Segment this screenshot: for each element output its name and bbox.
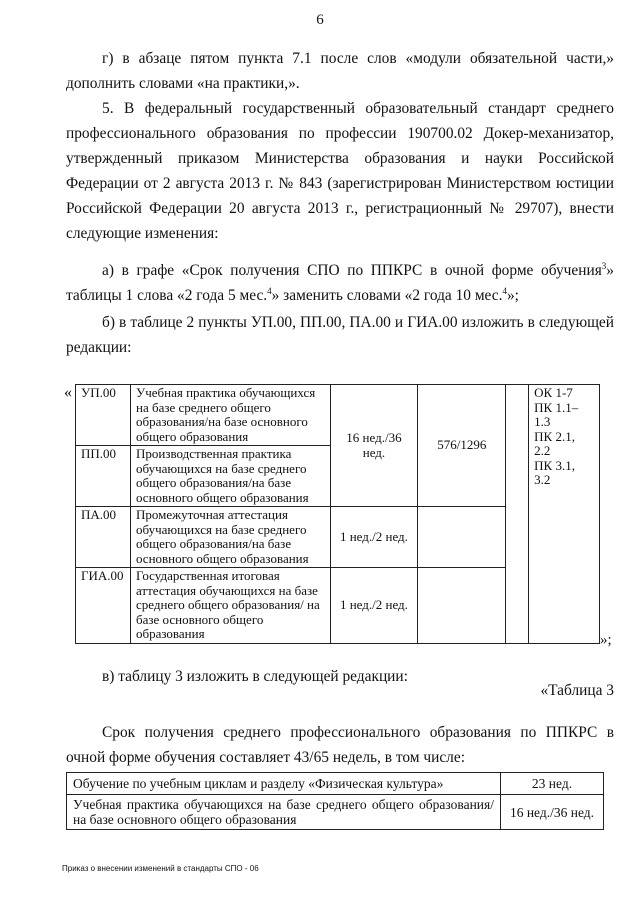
paragraph-srok: Срок получения среднего профессионального образования по ППКРС в очной форме обучения составляет 43/65 недель, в том числе:: [66, 724, 614, 766]
competency: ПК 3.1, 3.2: [534, 457, 575, 487]
paragraph-v: в) таблицу 3 изложить в следующей редакции:: [102, 668, 408, 685]
value-cell: 16 нед./36 нед.: [501, 795, 604, 830]
competencies-cell: [529, 385, 600, 644]
competency: ОК 1-7: [534, 385, 573, 400]
weeks-cell: 1 нед./2 нед.: [330, 507, 418, 568]
footer: Приказ о внесении изменений в стандарты СПО - 06: [62, 864, 259, 873]
weeks-cell: 1 нед./2 нед.: [330, 568, 418, 644]
value-cell: 23 нед.: [501, 773, 604, 795]
open-quote: «: [64, 384, 72, 401]
competency: ПК 2.1, 2.2: [534, 428, 575, 458]
footnote-ref: 4: [502, 285, 507, 296]
close-quote: »;: [600, 632, 612, 648]
code-cell: ГИА.00: [76, 568, 131, 644]
page-number: 6: [316, 12, 324, 28]
table-row: [67, 795, 604, 830]
table-3-label: «Таблица 3: [540, 682, 614, 699]
label-cell: Учебная практика обучающихся на базе среднего общего образования/на базе основного общего образования: [67, 795, 501, 830]
code-cell: ПП.00: [76, 446, 131, 507]
table-2: [75, 384, 600, 644]
paragraph-a-text-1: а) в графе «Срок получения СПО по ППКРС в очной форме обучения: [102, 262, 602, 279]
paragraph-5: 5. В федеральный государственный образовательный стандарт среднего профессионального образования по профессии 190700.02 Докер-механизатор, утвержденный приказом Министерства образования и науки Российской Федерации от 2 августа 2013 г. № 843 (зарегистрирован Министерством юстиции Российской Федерации 20 августа 2013 г., регистрационный № 29707), внести следующие изменения:: [66, 100, 614, 242]
hours-cell: [418, 568, 506, 644]
paragraph-b: б) в таблице 2 пункты УП.00, ПП.00, ПА.00 и ГИА.00 изложить в следующей редакции:: [66, 314, 614, 356]
code-cell: ПА.00: [76, 507, 131, 568]
footnote-ref: 4: [267, 285, 272, 296]
paragraph-a: [66, 258, 614, 308]
description-cell: Государственная итоговая аттестация обучающихся на базе среднего общего образования/ на базе основного общего образования: [130, 568, 330, 644]
table-row: [76, 385, 600, 446]
paragraph-a-text-4: »;: [506, 287, 519, 304]
code-cell: УП.00: [76, 385, 131, 446]
paragraph-g: г) в абзаце пятом пункта 7.1 после слов «модули обязательной части,» дополнить словами «на практики,».: [66, 50, 614, 92]
paragraph-a-text-2: » таблицы 1 слова «2 года 5 мес.: [66, 262, 614, 304]
hours-cell: [418, 507, 506, 568]
description-cell: Производственная практика обучающихся на базе среднего общего образования/на базе основного общего образования: [130, 446, 330, 507]
empty-cell: [506, 385, 529, 644]
footnote-ref: 3: [601, 260, 607, 271]
description-cell: Промежуточная аттестация обучающихся на базе среднего общего образования/на базе основного общего образования: [130, 507, 330, 568]
label-cell: Обучение по учебным циклам и разделу «Физическая культура»: [67, 773, 501, 795]
paragraph-a-text-3: » заменить словами «2 года 10 мес.: [271, 287, 503, 304]
table-3: [66, 772, 604, 830]
description-cell: Учебная практика обучающихся на базе среднего общего образования/на базе основного общего образования: [130, 385, 330, 446]
competency: ПК 1.1–1.3: [534, 399, 579, 429]
hours-cell: 576/1296: [418, 385, 506, 507]
table-row: [67, 773, 604, 795]
weeks-cell: 16 нед./36 нед.: [330, 385, 418, 507]
